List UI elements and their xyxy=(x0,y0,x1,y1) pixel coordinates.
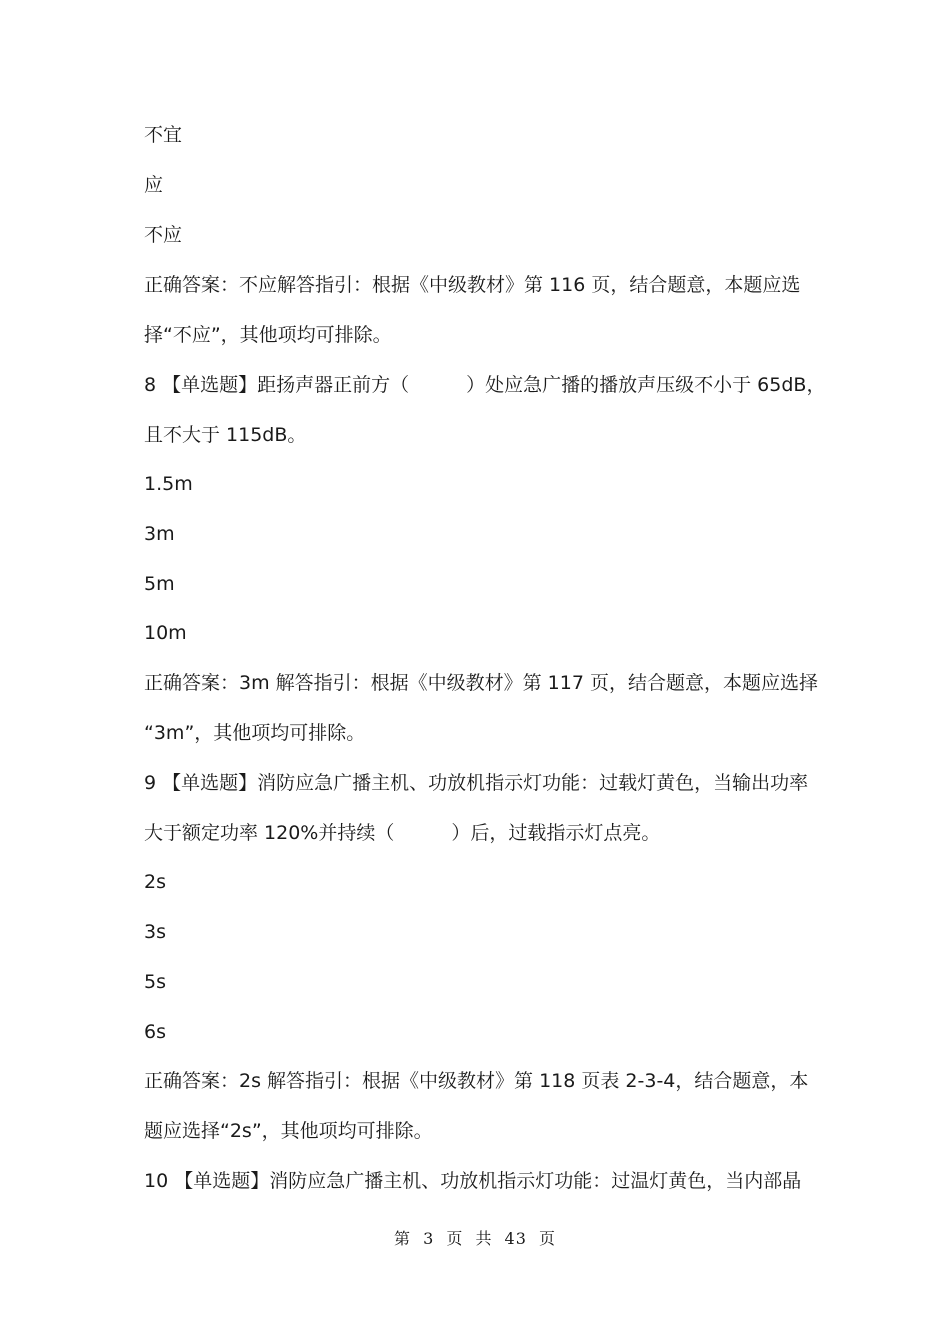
option-text: 1.5m xyxy=(144,473,193,495)
option-text: 3s xyxy=(144,921,166,943)
question-text: 大于额定功率 120%并持续（ ）后，过载指示灯点亮。 xyxy=(144,822,661,844)
option-text: 6s xyxy=(144,1021,166,1043)
answer-text: 正确答案：不应解答指引：根据《中级教材》第 116 页，结合题意，本题应选 xyxy=(144,274,801,296)
option-text: 10m xyxy=(144,622,187,644)
question-text: 9 【单选题】消防应急广播主机、功放机指示灯功能：过载灯黄色，当输出功率 xyxy=(144,772,809,794)
option-text: 不宜 xyxy=(144,124,183,146)
option-text: 3m xyxy=(144,523,175,545)
option-text: 5s xyxy=(144,971,166,993)
question-text: 且不大于 115dB。 xyxy=(144,424,307,446)
option-text: 5m xyxy=(144,573,175,595)
question-text: 10 【单选题】消防应急广播主机、功放机指示灯功能：过温灯黄色，当内部晶 xyxy=(144,1170,802,1192)
option-text: 2s xyxy=(144,871,166,893)
question-text: 8 【单选题】距扬声器正前方（ ）处应急广播的播放声压级不小于 65dB， xyxy=(144,374,826,396)
answer-text: 正确答案：3m 解答指引：根据《中级教材》第 117 页，结合题意，本题应选择 xyxy=(144,672,818,694)
option-text: 应 xyxy=(144,174,164,196)
page-footer: 第 3 页 共 43 页 xyxy=(394,1229,556,1248)
answer-text: “3m”，其他项均可排除。 xyxy=(144,722,366,744)
answer-text: 题应选择“2s”，其他项均可排除。 xyxy=(144,1120,433,1142)
option-text: 不应 xyxy=(144,224,183,246)
answer-text: 择“不应”，其他项均可排除。 xyxy=(144,324,392,346)
answer-text: 正确答案：2s 解答指引：根据《中级教材》第 118 页表 2-3-4，结合题意，本 xyxy=(144,1070,809,1092)
